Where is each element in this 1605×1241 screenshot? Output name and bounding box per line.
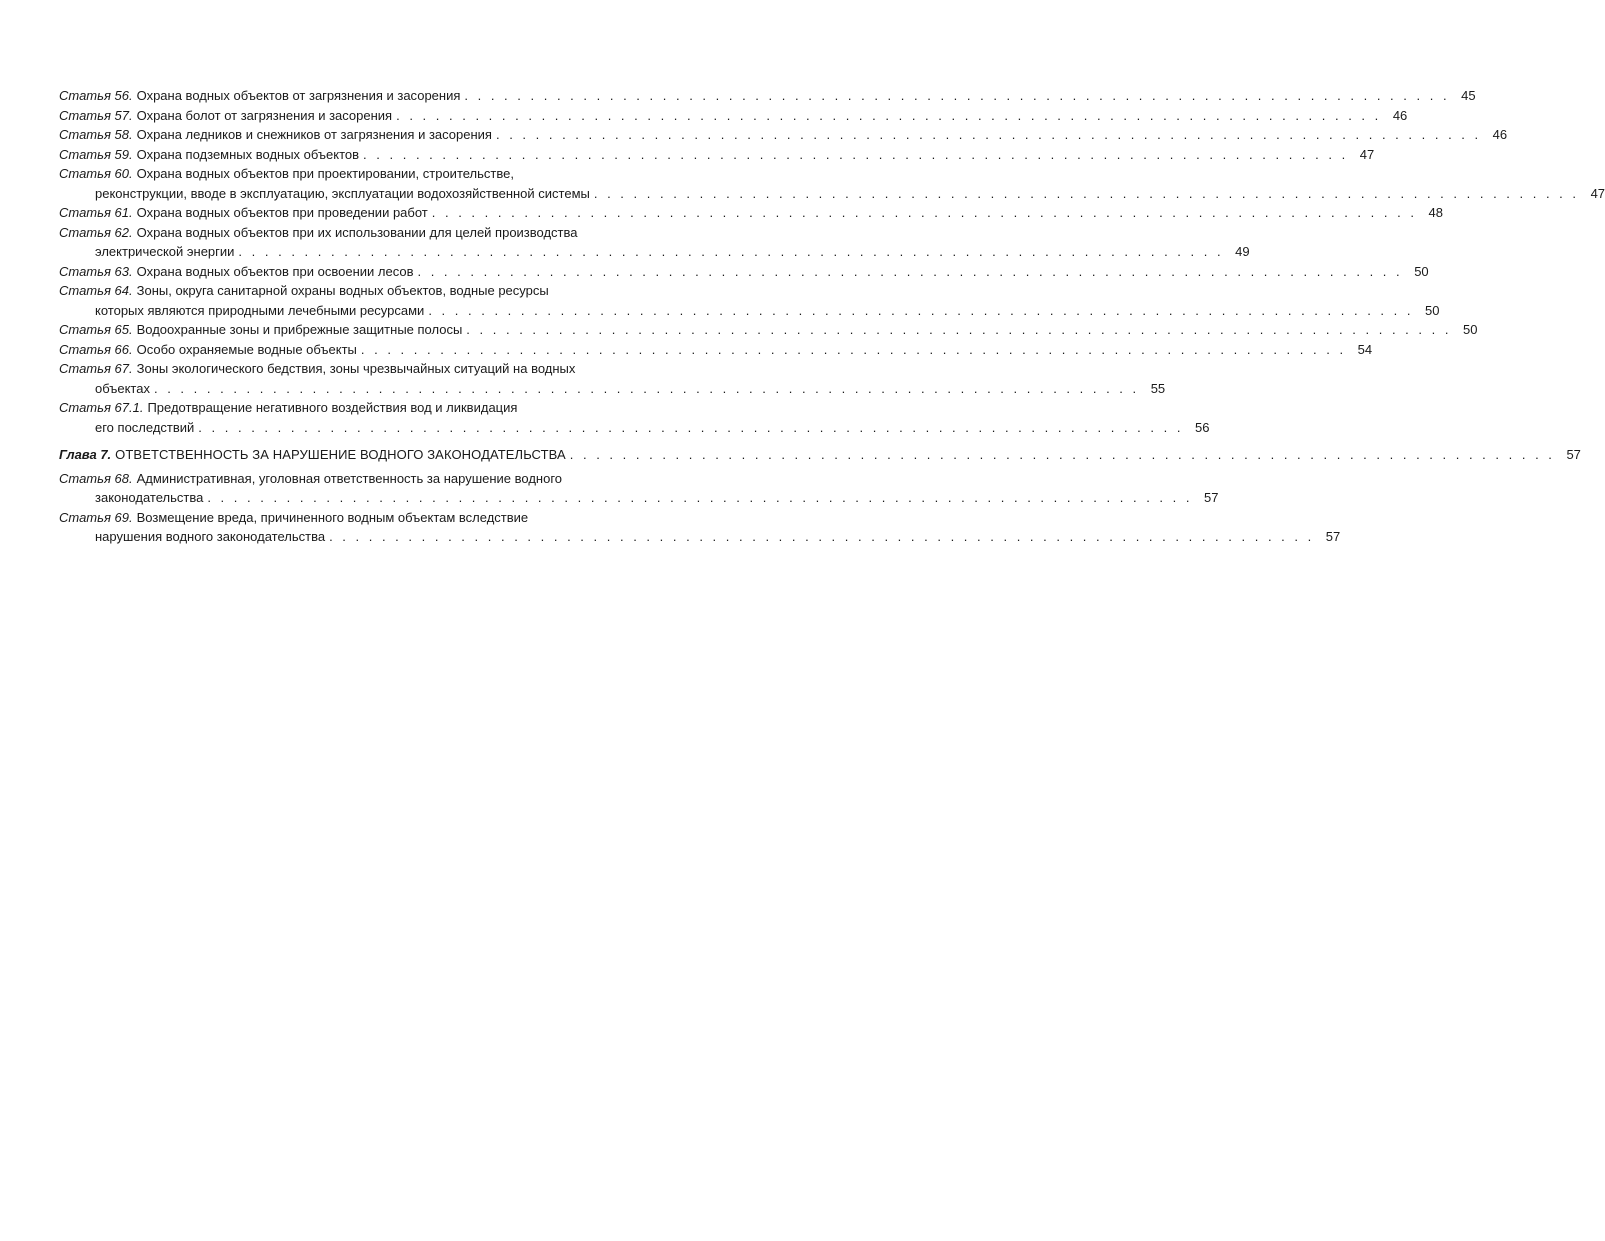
toc-entry-line [59,164,679,184]
dot-leader: . . . . . . . . . . . . . . . . . . . . . . . . . . . . . . . . . . . . . . . . . . . . . . . . . . . . . . . . . . . . . . . . . . . . . . . . . . . [495,127,1482,142]
dot-leader: . . . . . . . . . . . . . . . . . . . . . . . . . . . . . . . . . . . . . . . . . . . . . . . . . . . . . . . . . . . . . . . . . . . . . . . . . . . [207,490,1193,505]
dot-leader: . . . . . . . . . . . . . . . . . . . . . . . . . . . . . . . . . . . . . . . . . . . . . . . . . . . . . . . . . . . . . . . . . . . . . . . . . . . [198,419,1184,435]
article-number: Статья 67. [59,361,133,376]
toc-entry-line [59,398,679,418]
toc-entry-line [59,281,679,301]
toc-entry[interactable] [59,262,1429,282]
toc-entry-line [59,86,1476,106]
toc-entry-line [59,145,1375,165]
article-title: Зоны, округа санитарной охраны водных объектов, водные ресурсы [136,283,549,298]
page-number: 57 [1204,490,1219,505]
toc-entry[interactable] [59,398,1210,437]
dot-leader: . . . . . . . . . . . . . . . . . . . . . . . . . . . . . . . . . . . . . . . . . . . . . . . . . . . . . . . . . . . . . . . . . . . . . . . . . . . [238,244,1224,259]
toc-entry[interactable] [59,86,1476,106]
article-title: Охрана подземных водных объектов [136,146,360,162]
article-number: Статья 63. [59,263,133,279]
page-number: 47 [1359,146,1375,162]
toc-entry[interactable] [59,320,1478,340]
dot-leader: . . . . . . . . . . . . . . . . . . . . . . . . . . . . . . . . . . . . . . . . . . . . . . . . . . . . . . . . . . . . . . . . . . . . . . . . . . . [417,263,1403,279]
dot-leader: . . . . . . . . . . . . . . . . . . . . . . . . . . . . . . . . . . . . . . . . . . . . . . . . . . . . . . . . . . . . . . . . . . . . . . . . . . . [363,146,1349,162]
toc-entry[interactable] [59,125,1508,145]
toc-entry[interactable] [59,340,1373,360]
dot-leader: . . . . . . . . . . . . . . . . . . . . . . . . . . . . . . . . . . . . . . . . . . . . . . . . . . . . . . . . . . . . . . . . . . . . . . . . . . . [464,88,1450,103]
toc-entry[interactable] [59,469,1219,508]
page-number: 55 [1150,380,1166,396]
toc-entry[interactable] [59,106,1408,126]
article-title: Охрана водных объектов при их использовании для целей производства [136,224,578,240]
toc-entry[interactable] [59,145,1375,165]
dot-leader: . . . . . . . . . . . . . . . . . . . . . . . . . . . . . . . . . . . . . . . . . . . . . . . . . . . . . . . . . . . . . . . . . . . . . . . . . . . [396,107,1382,123]
dot-leader: . . . . . . . . . . . . . . . . . . . . . . . . . . . . . . . . . . . . . . . . . . . . . . . . . . . . . . . . . . . . . . . . . . . . . . . . . . . [329,529,1315,544]
toc-entry-line [59,527,1341,547]
dot-leader: . . . . . . . . . . . . . . . . . . . . . . . . . . . . . . . . . . . . . . . . . . . . . . . . . . . . . . . . . . . . . . . . . . . . . . . . . . . [593,185,1580,201]
toc-entry-line [59,359,679,379]
table-of-contents [59,86,1605,547]
toc-entry-line [59,508,679,528]
article-number: Статья 60. [59,166,133,181]
article-number: Статья 59. [59,146,133,162]
page-number: 45 [1461,88,1476,103]
toc-entry-line [59,106,1408,126]
dot-leader: . . . . . . . . . . . . . . . . . . . . . . . . . . . . . . . . . . . . . . . . . . . . . . . . . . . . . . . . . . . . . . . . . . . . . . . . . . . [569,447,1555,462]
toc-entry-line [59,469,679,489]
chapter-line [59,445,1581,465]
dot-leader: . . . . . . . . . . . . . . . . . . . . . . . . . . . . . . . . . . . . . . . . . . . . . . . . . . . . . . . . . . . . . . . . . . . . . . . . . . . [431,205,1417,220]
article-number: Статья 68. [59,470,133,486]
article-title: Зоны экологического бедствия, зоны чрезвычайных ситуаций на водных [136,361,576,376]
page-number: 57 [1325,529,1341,544]
page-number: 48 [1428,205,1443,220]
article-title: Предотвращение негативного воздействия вод и ликвидация [147,400,518,415]
toc-entry[interactable] [59,203,1443,223]
toc-entry-line [59,184,1605,204]
toc-entry[interactable] [59,281,1440,320]
toc-entry-line [59,242,1250,262]
dot-leader: . . . . . . . . . . . . . . . . . . . . . . . . . . . . . . . . . . . . . . . . . . . . . . . . . . . . . . . . . . . . . . . . . . . . . . . . . . . [428,302,1414,318]
article-title: Охрана водных объектов при проектировании, строительстве, [136,166,514,181]
article-title: Особо охраняемые водные объекты [136,341,357,357]
article-title: Водоохранные зоны и прибрежные защитные полосы [136,322,463,337]
toc-entry[interactable] [59,359,1166,398]
article-title: Охрана болот от загрязнения и засорения [136,107,393,123]
toc-entry-line [59,262,1429,282]
article-title: законодательства [95,490,204,505]
article-number: Статья 65. [59,322,133,337]
page-number: 47 [1590,185,1605,201]
toc-entry-line [59,320,1478,340]
toc-entry-line [59,418,1210,438]
article-number: Статья 67.1. [59,400,144,415]
article-title: электрической энергии [95,244,235,259]
toc-entry-line [59,379,1166,399]
article-number: Статья 66. [59,341,133,357]
article-title: Охрана водных объектов от загрязнения и засорения [136,88,461,103]
article-title: Охрана ледников и снежников от загрязнения и засорения [136,127,492,142]
toc-entry-line [59,340,1373,360]
toc-entry-line [59,301,1440,321]
article-number: Статья 61. [59,205,133,220]
page-number: 57 [1566,447,1581,462]
page-number: 56 [1195,419,1210,435]
page-number: 54 [1357,341,1373,357]
toc-entry-line [59,125,1508,145]
page-number: 46 [1492,127,1508,142]
chapter-entry[interactable] [59,445,1581,465]
article-number: Статья 62. [59,224,133,240]
page-number: 50 [1425,302,1440,318]
article-number: Статья 69. [59,509,133,525]
article-number: Статья 64. [59,283,133,298]
chapter-title: ОТВЕТСТВЕННОСТЬ ЗА НАРУШЕНИЕ ВОДНОГО ЗАКОНОДАТЕЛЬСТВА [115,447,566,462]
page-number: 49 [1235,244,1250,259]
dot-leader: . . . . . . . . . . . . . . . . . . . . . . . . . . . . . . . . . . . . . . . . . . . . . . . . . . . . . . . . . . . . . . . . . . . . . . . . . . . [466,322,1452,337]
dot-leader: . . . . . . . . . . . . . . . . . . . . . . . . . . . . . . . . . . . . . . . . . . . . . . . . . . . . . . . . . . . . . . . . . . . . . . . . . . . [360,341,1347,357]
article-title: его последствий [95,419,195,435]
article-title: Возмещение вреда, причиненного водным объектам вследствие [136,509,529,525]
chapter-number: Глава 7. [59,447,112,462]
page-number: 50 [1463,322,1478,337]
page-number: 50 [1414,263,1429,279]
article-title: реконструкции, вводе в эксплуатацию, эксплуатации водохозяйственной системы [95,185,590,201]
article-title: нарушения водного законодательства [95,529,326,544]
article-title: Административная, уголовная ответственность за нарушение водного [136,470,563,486]
article-title: Охрана водных объектов при освоении лесов [136,263,414,279]
toc-entry-line [59,223,679,243]
dot-leader: . . . . . . . . . . . . . . . . . . . . . . . . . . . . . . . . . . . . . . . . . . . . . . . . . . . . . . . . . . . . . . . . . . . . . . . . . . . [153,380,1140,396]
article-title: объектах [95,380,150,396]
article-number: Статья 56. [59,88,133,103]
article-number: Статья 57. [59,107,133,123]
toc-entry-line [59,203,1443,223]
article-title: Охрана водных объектов при проведении работ [136,205,428,220]
toc-entry-line [59,488,1219,508]
toc-entry[interactable] [59,508,1341,547]
page-number: 46 [1392,107,1408,123]
article-number: Статья 58. [59,127,133,142]
article-title: которых являются природными лечебными ресурсами [95,302,425,318]
toc-entry[interactable] [59,164,1605,203]
toc-entry[interactable] [59,223,1250,262]
